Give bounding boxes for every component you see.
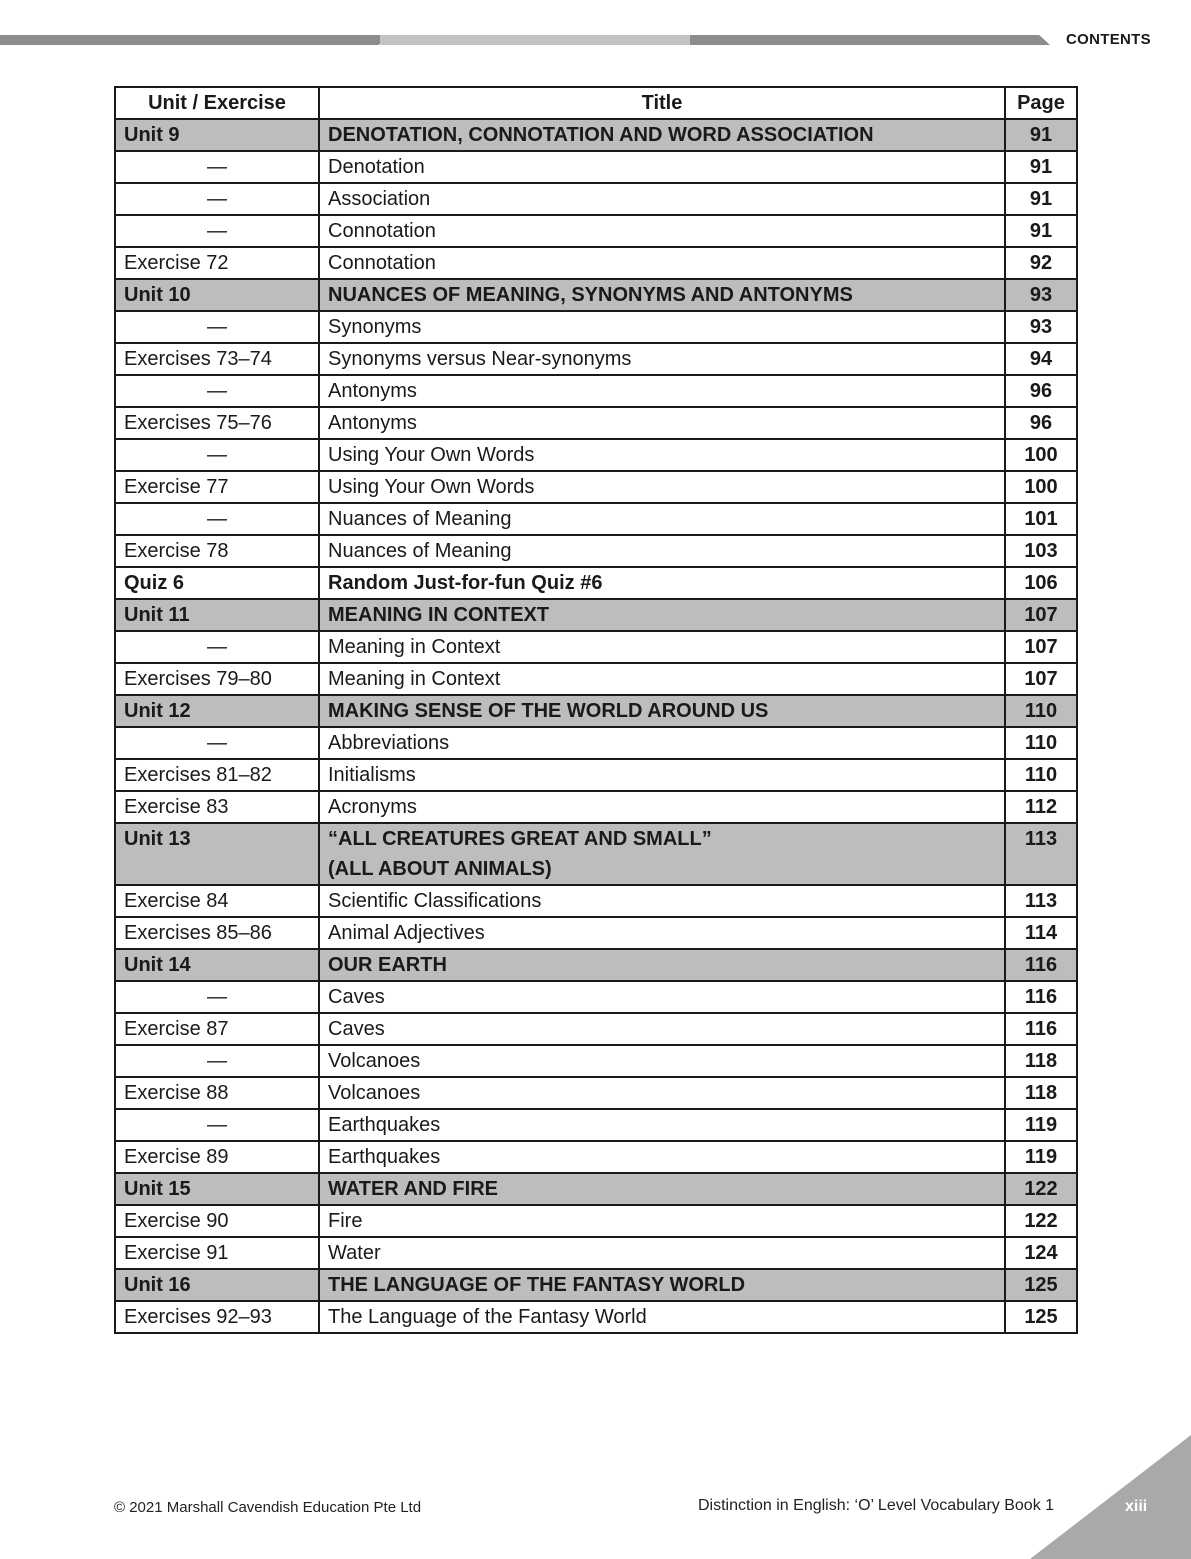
cell-title xyxy=(319,981,1005,1013)
cell-unit: — xyxy=(115,151,319,183)
cell-title-text: Using Your Own Words xyxy=(328,444,535,466)
cell-page: 103 xyxy=(1005,535,1077,567)
cell-page: 93 xyxy=(1005,311,1077,343)
cell-title-text: NUANCES OF MEANING, SYNONYMS AND ANTONYMS xyxy=(328,284,853,306)
cell-title-text: Water xyxy=(328,1242,381,1264)
cell-title-text: Meaning in Context xyxy=(328,668,501,690)
table-row xyxy=(115,471,1077,503)
cell-page: 94 xyxy=(1005,343,1077,375)
cell-unit: Unit 12 xyxy=(115,695,319,727)
cell-title-text: MEANING IN CONTEXT xyxy=(328,604,550,626)
cell-title-text: Nuances of Meaning xyxy=(328,540,512,562)
cell-title-text: Animal Adjectives xyxy=(328,922,485,944)
cell-title-text: Acronyms xyxy=(328,796,417,818)
cell-title-text: “ALL CREATURES GREAT AND SMALL” xyxy=(328,828,712,850)
cell-unit: Exercises 92–93 xyxy=(115,1301,319,1333)
cell-page: 116 xyxy=(1005,1013,1077,1045)
unit-row xyxy=(115,1173,1077,1205)
table-row xyxy=(115,375,1077,407)
cell-title-text: Earthquakes xyxy=(328,1146,441,1168)
cell-title xyxy=(319,663,1005,695)
cell-page: 112 xyxy=(1005,791,1077,823)
cell-page: 107 xyxy=(1005,631,1077,663)
cell-title-text: Connotation xyxy=(328,220,436,242)
table-row xyxy=(115,407,1077,439)
cell-title xyxy=(319,599,1005,631)
cell-title xyxy=(319,375,1005,407)
cell-page: 91 xyxy=(1005,215,1077,247)
cell-title-text: Fire xyxy=(328,1210,363,1232)
cell-title xyxy=(319,695,1005,727)
cell-unit: — xyxy=(115,375,319,407)
table-row xyxy=(115,183,1077,215)
cell-page: 124 xyxy=(1005,1237,1077,1269)
cell-unit: — xyxy=(115,981,319,1013)
cell-unit: Unit 14 xyxy=(115,949,319,981)
unit-row xyxy=(115,279,1077,311)
cell-title xyxy=(319,471,1005,503)
cell-unit: Exercise 89 xyxy=(115,1141,319,1173)
cell-unit: Exercises 81–82 xyxy=(115,759,319,791)
cell-unit: — xyxy=(115,503,319,535)
header-bar-segment-dark xyxy=(0,35,390,45)
copyright-text: © 2021 Marshall Cavendish Education Pte Ltd xyxy=(114,1499,422,1516)
header-bar-segment-dark-right xyxy=(690,35,1050,45)
cell-title-text: MAKING SENSE OF THE WORLD AROUND US xyxy=(328,700,769,722)
unit-row xyxy=(115,599,1077,631)
cell-title xyxy=(319,215,1005,247)
cell-unit: Unit 16 xyxy=(115,1269,319,1301)
cell-title-text: The Language of the Fantasy World xyxy=(328,1306,647,1328)
cell-title xyxy=(319,823,1005,885)
cell-page: 114 xyxy=(1005,917,1077,949)
book-title-footer: Distinction in English: ‘O’ Level Vocabulary Book 1 xyxy=(698,1497,1055,1514)
cell-page: 125 xyxy=(1005,1269,1077,1301)
cell-title xyxy=(319,949,1005,981)
cell-unit: Quiz 6 xyxy=(115,567,319,599)
cell-title xyxy=(319,151,1005,183)
unit-row xyxy=(115,695,1077,727)
cell-title xyxy=(319,1077,1005,1109)
cell-title xyxy=(319,631,1005,663)
cell-unit: Unit 10 xyxy=(115,279,319,311)
table-row xyxy=(115,1237,1077,1269)
table-row xyxy=(115,343,1077,375)
cell-title-text: THE LANGUAGE OF THE FANTASY WORLD xyxy=(328,1274,746,1296)
cell-title-text: Random Just-for-fun Quiz #6 xyxy=(328,572,603,594)
table-row xyxy=(115,981,1077,1013)
cell-title-text: Synonyms xyxy=(328,316,422,338)
table-row xyxy=(115,1013,1077,1045)
cell-unit: Unit 11 xyxy=(115,599,319,631)
cell-title-text: Volcanoes xyxy=(328,1050,421,1072)
cell-title xyxy=(319,885,1005,917)
table-row xyxy=(115,1141,1077,1173)
cell-unit: Exercise 77 xyxy=(115,471,319,503)
cell-title xyxy=(319,343,1005,375)
cell-title xyxy=(319,503,1005,535)
cell-title-text: WATER AND FIRE xyxy=(328,1178,498,1200)
table-row xyxy=(115,247,1077,279)
unit-row xyxy=(115,119,1077,151)
table-row xyxy=(115,663,1077,695)
cell-title-text: Using Your Own Words xyxy=(328,476,535,498)
cell-unit: Exercise 87 xyxy=(115,1013,319,1045)
cell-page: 107 xyxy=(1005,599,1077,631)
cell-title-text: Earthquakes xyxy=(328,1114,441,1136)
cell-page: 116 xyxy=(1005,949,1077,981)
header-decor-bar xyxy=(0,35,1050,45)
cell-title xyxy=(319,567,1005,599)
table-row xyxy=(115,503,1077,535)
cell-page: 101 xyxy=(1005,503,1077,535)
cell-page: 96 xyxy=(1005,407,1077,439)
cell-title xyxy=(319,1173,1005,1205)
cell-title xyxy=(319,439,1005,471)
table-row xyxy=(115,1045,1077,1077)
cell-unit: Unit 15 xyxy=(115,1173,319,1205)
table-row xyxy=(115,631,1077,663)
cell-title-text: Association xyxy=(328,188,431,210)
table-row xyxy=(115,215,1077,247)
cell-title xyxy=(319,119,1005,151)
cell-title-text: Denotation xyxy=(328,156,425,178)
cell-unit: Exercise 72 xyxy=(115,247,319,279)
cell-page: 100 xyxy=(1005,439,1077,471)
cell-title-text: Initialisms xyxy=(328,764,416,786)
table-row xyxy=(115,311,1077,343)
cell-unit: Unit 13 xyxy=(115,823,319,885)
cell-title xyxy=(319,407,1005,439)
cell-page: 91 xyxy=(1005,183,1077,215)
cell-page: 116 xyxy=(1005,981,1077,1013)
cell-title-text: Caves xyxy=(328,986,385,1008)
cell-unit: Exercise 90 xyxy=(115,1205,319,1237)
cell-title-text: DENOTATION, CONNOTATION AND WORD ASSOCIATION xyxy=(328,124,874,146)
cell-unit: — xyxy=(115,1045,319,1077)
cell-page: 122 xyxy=(1005,1173,1077,1205)
cell-title-text-line2: (ALL ABOUT ANIMALS) xyxy=(328,858,552,880)
cell-unit: Exercises 75–76 xyxy=(115,407,319,439)
table-row xyxy=(115,727,1077,759)
cell-title-text: Meaning in Context xyxy=(328,636,501,658)
table-row xyxy=(115,535,1077,567)
table-row xyxy=(115,759,1077,791)
cell-unit: — xyxy=(115,1109,319,1141)
cell-page: 110 xyxy=(1005,695,1077,727)
cell-unit: — xyxy=(115,631,319,663)
cell-page: 110 xyxy=(1005,727,1077,759)
cell-unit: Exercise 84 xyxy=(115,885,319,917)
cell-page: 118 xyxy=(1005,1045,1077,1077)
table-header-row xyxy=(115,87,1077,119)
contents-table xyxy=(114,86,1078,1334)
table-row xyxy=(115,567,1077,599)
cell-title xyxy=(319,759,1005,791)
page-number: xiii xyxy=(1125,1498,1148,1515)
cell-unit: — xyxy=(115,727,319,759)
cell-title xyxy=(319,727,1005,759)
cell-page: 113 xyxy=(1005,885,1077,917)
unit-row xyxy=(115,1269,1077,1301)
cell-title xyxy=(319,791,1005,823)
cell-page: 100 xyxy=(1005,471,1077,503)
cell-unit: Exercises 73–74 xyxy=(115,343,319,375)
cell-title xyxy=(319,279,1005,311)
cell-title-text: Scientific Classifications xyxy=(328,890,542,912)
table-row xyxy=(115,885,1077,917)
cell-page: 113 xyxy=(1005,823,1077,885)
cell-page: 118 xyxy=(1005,1077,1077,1109)
cell-title-text: Volcanoes xyxy=(328,1082,421,1104)
cell-page: 91 xyxy=(1005,119,1077,151)
cell-unit: Exercise 78 xyxy=(115,535,319,567)
cell-title xyxy=(319,247,1005,279)
cell-title xyxy=(319,1301,1005,1333)
table-body xyxy=(115,119,1077,1333)
table-row xyxy=(115,1077,1077,1109)
cell-title xyxy=(319,1109,1005,1141)
cell-unit: Exercise 83 xyxy=(115,791,319,823)
cell-unit: — xyxy=(115,183,319,215)
cell-title xyxy=(319,183,1005,215)
cell-page: 119 xyxy=(1005,1109,1077,1141)
cell-unit: — xyxy=(115,311,319,343)
cell-page: 93 xyxy=(1005,279,1077,311)
cell-title-text: Antonyms xyxy=(328,412,417,434)
column-header-page: Page xyxy=(1005,87,1077,119)
cell-title xyxy=(319,1141,1005,1173)
unit-row xyxy=(115,949,1077,981)
cell-title xyxy=(319,1237,1005,1269)
cell-page: 119 xyxy=(1005,1141,1077,1173)
cell-page: 110 xyxy=(1005,759,1077,791)
cell-title-text: Antonyms xyxy=(328,380,417,402)
cell-title-text: Synonyms versus Near-synonyms xyxy=(328,348,632,370)
section-label: CONTENTS xyxy=(1066,31,1151,48)
cell-page: 107 xyxy=(1005,663,1077,695)
cell-unit: Exercise 88 xyxy=(115,1077,319,1109)
cell-unit: — xyxy=(115,215,319,247)
cell-title xyxy=(319,311,1005,343)
cell-title-text: Caves xyxy=(328,1018,385,1040)
cell-page: 106 xyxy=(1005,567,1077,599)
table-row xyxy=(115,1109,1077,1141)
cell-title xyxy=(319,535,1005,567)
table-row xyxy=(115,1205,1077,1237)
cell-title xyxy=(319,1013,1005,1045)
cell-page: 91 xyxy=(1005,151,1077,183)
table-row xyxy=(115,151,1077,183)
cell-title-text: Abbreviations xyxy=(328,732,450,754)
cell-title xyxy=(319,917,1005,949)
cell-title-text: Connotation xyxy=(328,252,436,274)
cell-page: 92 xyxy=(1005,247,1077,279)
cell-title xyxy=(319,1269,1005,1301)
column-header-unit: Unit / Exercise xyxy=(115,87,319,119)
cell-unit: Exercise 91 xyxy=(115,1237,319,1269)
cell-unit: Unit 9 xyxy=(115,119,319,151)
unit-row xyxy=(115,823,1077,885)
table-row xyxy=(115,439,1077,471)
table-row xyxy=(115,1301,1077,1333)
cell-title-text: Nuances of Meaning xyxy=(328,508,512,530)
cell-page: 122 xyxy=(1005,1205,1077,1237)
cell-page: 96 xyxy=(1005,375,1077,407)
cell-title xyxy=(319,1045,1005,1077)
table-row xyxy=(115,917,1077,949)
cell-unit: Exercises 85–86 xyxy=(115,917,319,949)
cell-title-text: OUR EARTH xyxy=(328,954,447,976)
cell-title xyxy=(319,1205,1005,1237)
page-corner-decor xyxy=(1030,1435,1191,1559)
cell-unit: — xyxy=(115,439,319,471)
cell-unit: Exercises 79–80 xyxy=(115,663,319,695)
cell-page: 125 xyxy=(1005,1301,1077,1333)
column-header-title: Title xyxy=(319,87,1005,119)
header-bar-segment-light xyxy=(380,35,700,45)
table-row xyxy=(115,791,1077,823)
